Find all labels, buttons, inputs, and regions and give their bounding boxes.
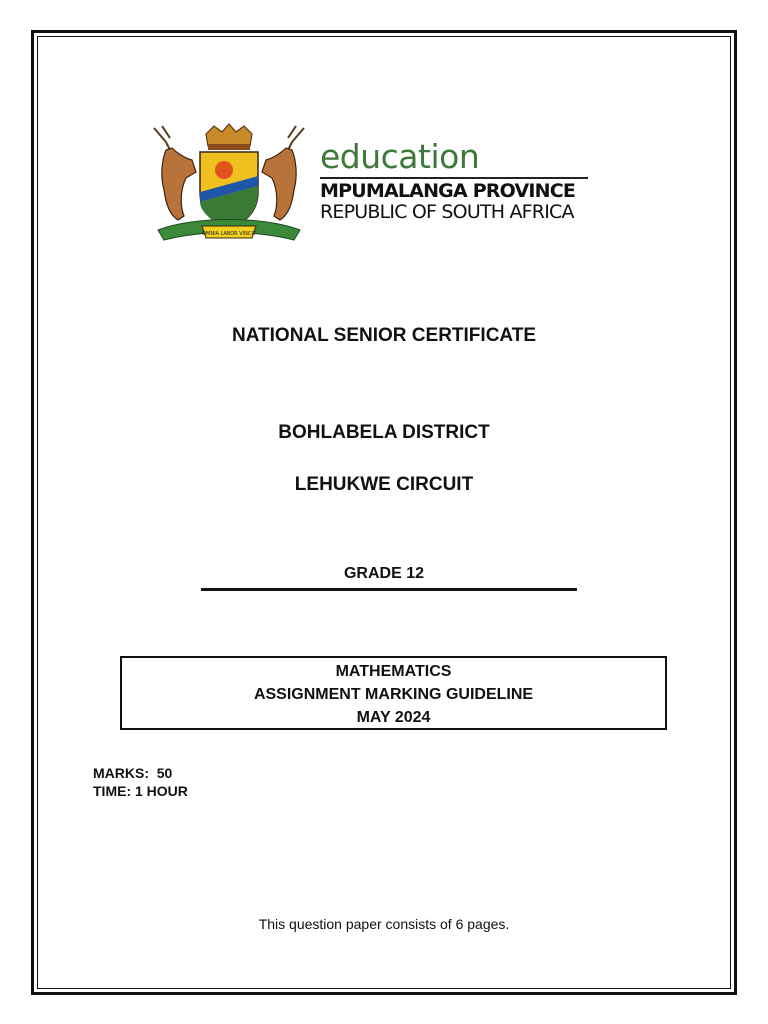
page-count-note: This question paper consists of 6 pages.	[258, 916, 510, 932]
svg-text:OMNIA LABOR VINCIT: OMNIA LABOR VINCIT	[202, 231, 256, 237]
grade-underline	[201, 588, 577, 591]
coat-of-arms-logo	[144, 120, 314, 250]
province-name: MPUMALANGA PROVINCE	[320, 180, 576, 202]
grade-title: GRADE 12	[343, 565, 425, 582]
district-title: BOHLABELA DISTRICT	[278, 422, 490, 443]
subject-name: MATHEMATICS	[335, 663, 452, 680]
logo-divider	[320, 177, 588, 179]
certificate-title: NATIONAL SENIOR CERTIFICATE	[232, 325, 536, 346]
document-type: ASSIGNMENT MARKING GUIDELINE	[253, 686, 534, 703]
subject-box	[120, 656, 667, 730]
education-logo-text	[320, 137, 620, 223]
country-name: REPUBLIC OF SOUTH AFRICA	[320, 200, 574, 223]
logo-word: education	[320, 137, 480, 176]
exam-meta	[93, 764, 188, 800]
circuit-title: LEHUKWE CIRCUIT	[294, 474, 474, 495]
exam-date: MAY 2024	[356, 709, 431, 726]
marks-label: MARKS: 50	[93, 765, 173, 781]
time-label: TIME: 1 HOUR	[93, 783, 188, 799]
